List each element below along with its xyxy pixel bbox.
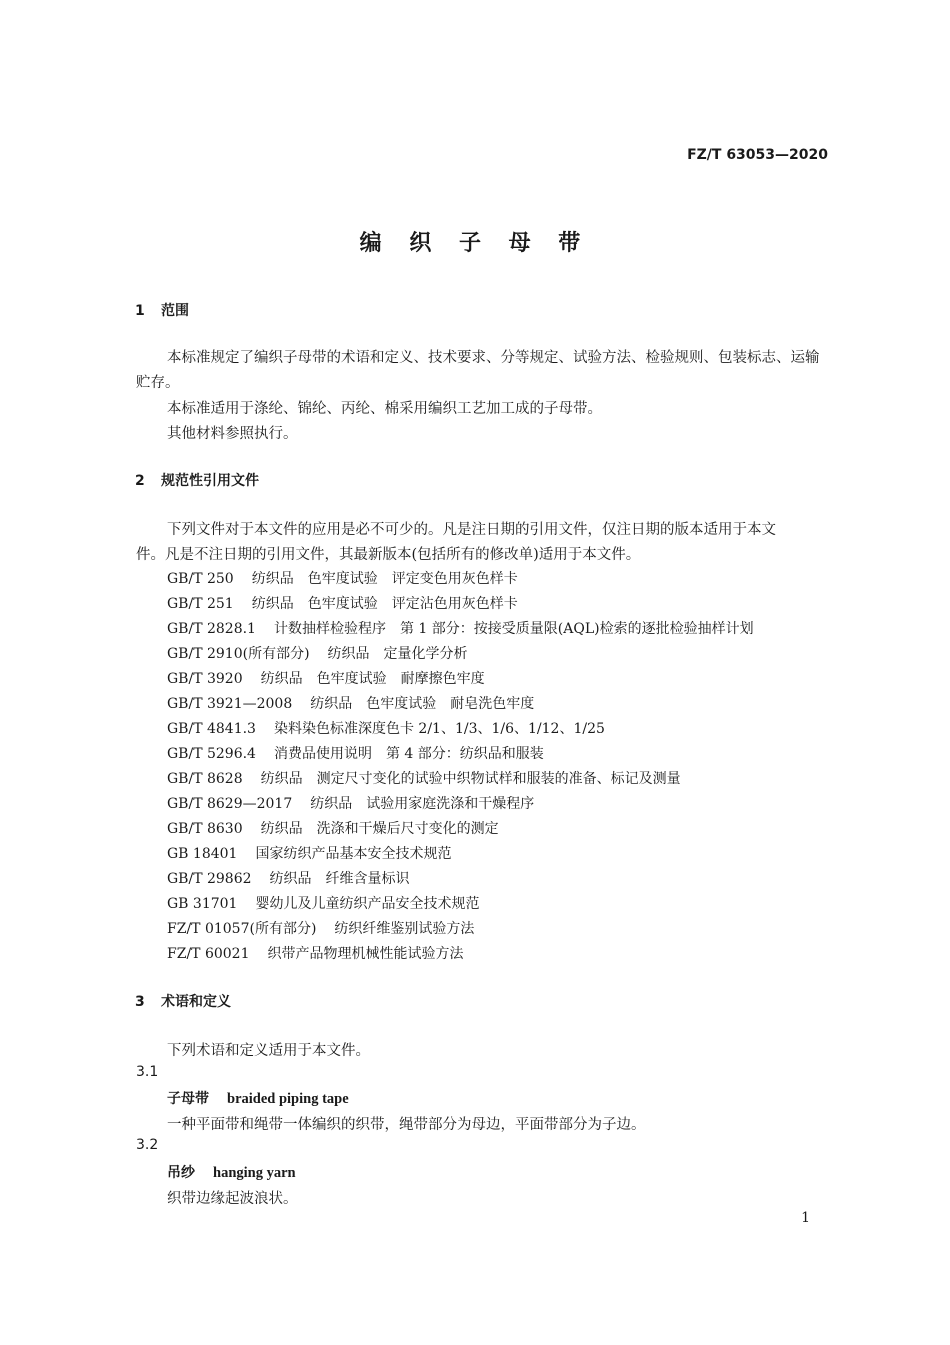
reference-item [167, 793, 534, 813]
reference-code: GB/T 2910(所有部分) [167, 646, 310, 662]
page-number: 1 [801, 1210, 810, 1226]
paragraph-continuation: 件。凡是不注日期的引用文件，其最新版本(包括所有的修改单)适用于本文件。 [136, 547, 641, 563]
section-number: 2 [135, 473, 145, 489]
term-en: braided piping tape [227, 1091, 349, 1107]
paragraph-continuation: 贮存。 [136, 375, 180, 391]
term-en: hanging yarn [213, 1165, 296, 1181]
reference-title: 纺织品 测定尺寸变化的试验中织物试样和服装的准备、标记及测量 [260, 771, 681, 787]
reference-code: GB/T 251 [167, 596, 234, 612]
reference-item [167, 768, 681, 788]
section-title: 术语和定义 [161, 994, 231, 1010]
term-zh: 吊纱 [167, 1165, 195, 1181]
reference-item [167, 843, 451, 863]
reference-item [167, 618, 754, 638]
reference-code: GB/T 29862 [167, 871, 252, 887]
reference-title: 纺织品 色牢度试验 评定沾色用灰色样卡 [251, 596, 518, 612]
reference-item [167, 943, 463, 963]
reference-title: 国家纺织产品基本安全技术规范 [255, 846, 452, 862]
reference-item [167, 868, 410, 888]
section-2-heading [135, 470, 259, 490]
standard-number: FZ/T 63053—2020 [687, 147, 828, 163]
reference-item [167, 593, 518, 613]
reference-code: GB/T 8629—2017 [167, 796, 293, 812]
section-title: 规范性引用文件 [161, 473, 259, 489]
term-number: 3.2 [136, 1137, 159, 1153]
reference-code: GB/T 5296.4 [167, 746, 256, 762]
term-definition: 织带边缘起波浪状。 [167, 1191, 298, 1207]
reference-item [167, 718, 605, 738]
term-definition: 一种平面带和绳带一体编织的织带，绳带部分为母边，平面带部分为子边。 [167, 1117, 646, 1133]
reference-title: 纺织品 色牢度试验 耐皂洗色牢度 [310, 696, 535, 712]
reference-code: GB/T 3920 [167, 671, 243, 687]
paragraph: 本标准规定了编织子母带的术语和定义、技术要求、分等规定、试验方法、检验规则、包装标志、运输 [167, 350, 820, 366]
section-title: 范围 [161, 303, 189, 319]
reference-code: GB/T 4841.3 [167, 721, 256, 737]
reference-item [167, 818, 499, 838]
reference-title: 织带产品物理机械性能试验方法 [267, 946, 464, 962]
reference-title: 纺织品 纤维含量标识 [269, 871, 410, 887]
reference-title: 纺织品 色牢度试验 耐摩擦色牢度 [260, 671, 485, 687]
reference-item [167, 893, 479, 913]
reference-title: 纺织品 定量化学分析 [327, 646, 468, 662]
term-number: 3.1 [136, 1064, 159, 1080]
reference-title: 染料染色标准深度色卡 2/1、1/3、1/6、1/12、1/25 [273, 721, 605, 737]
reference-title: 纺织品 洗涤和干燥后尺寸变化的测定 [260, 821, 499, 837]
reference-code: FZ/T 01057(所有部分) [167, 921, 317, 937]
reference-code: GB/T 3921—2008 [167, 696, 293, 712]
reference-title: 计数抽样检验程序 第 1 部分：按接受质量限(AQL)检索的逐批检验抽样计划 [273, 621, 754, 637]
reference-title: 消费品使用说明 第 4 部分：纺织品和服装 [273, 746, 544, 762]
paragraph: 其他材料参照执行。 [167, 426, 298, 442]
reference-item [167, 643, 468, 663]
reference-code: GB/T 8628 [167, 771, 243, 787]
paragraph: 本标准适用于涤纶、锦纶、丙纶、棉采用编织工艺加工成的子母带。 [167, 401, 602, 417]
term-entry [167, 1162, 296, 1182]
reference-title: 纺织纤维鉴别试验方法 [334, 921, 475, 937]
section-3-heading [135, 991, 231, 1011]
section-number: 1 [135, 303, 145, 319]
reference-item [167, 743, 544, 763]
paragraph: 下列文件对于本文件的应用是必不可少的。凡是注日期的引用文件，仅注日期的版本适用于本文 [167, 522, 776, 538]
section-number: 3 [135, 994, 145, 1010]
reference-code: GB/T 8630 [167, 821, 243, 837]
reference-code: GB/T 2828.1 [167, 621, 256, 637]
reference-title: 婴幼儿及儿童纺织产品安全技术规范 [255, 896, 480, 912]
section-1-heading [135, 300, 189, 320]
reference-item [167, 568, 518, 588]
reference-code: GB 18401 [167, 846, 238, 862]
page-title: 编 织 子 母 带 [359, 231, 591, 256]
reference-title: 纺织品 试验用家庭洗涤和干燥程序 [310, 796, 535, 812]
reference-item [167, 918, 474, 938]
term-zh: 子母带 [167, 1091, 209, 1107]
reference-code: GB/T 250 [167, 571, 234, 587]
term-entry [167, 1088, 349, 1108]
paragraph: 下列术语和定义适用于本文件。 [167, 1043, 370, 1059]
reference-item [167, 668, 485, 688]
reference-title: 纺织品 色牢度试验 评定变色用灰色样卡 [251, 571, 518, 587]
reference-code: FZ/T 60021 [167, 946, 250, 962]
reference-code: GB 31701 [167, 896, 238, 912]
reference-item [167, 693, 534, 713]
